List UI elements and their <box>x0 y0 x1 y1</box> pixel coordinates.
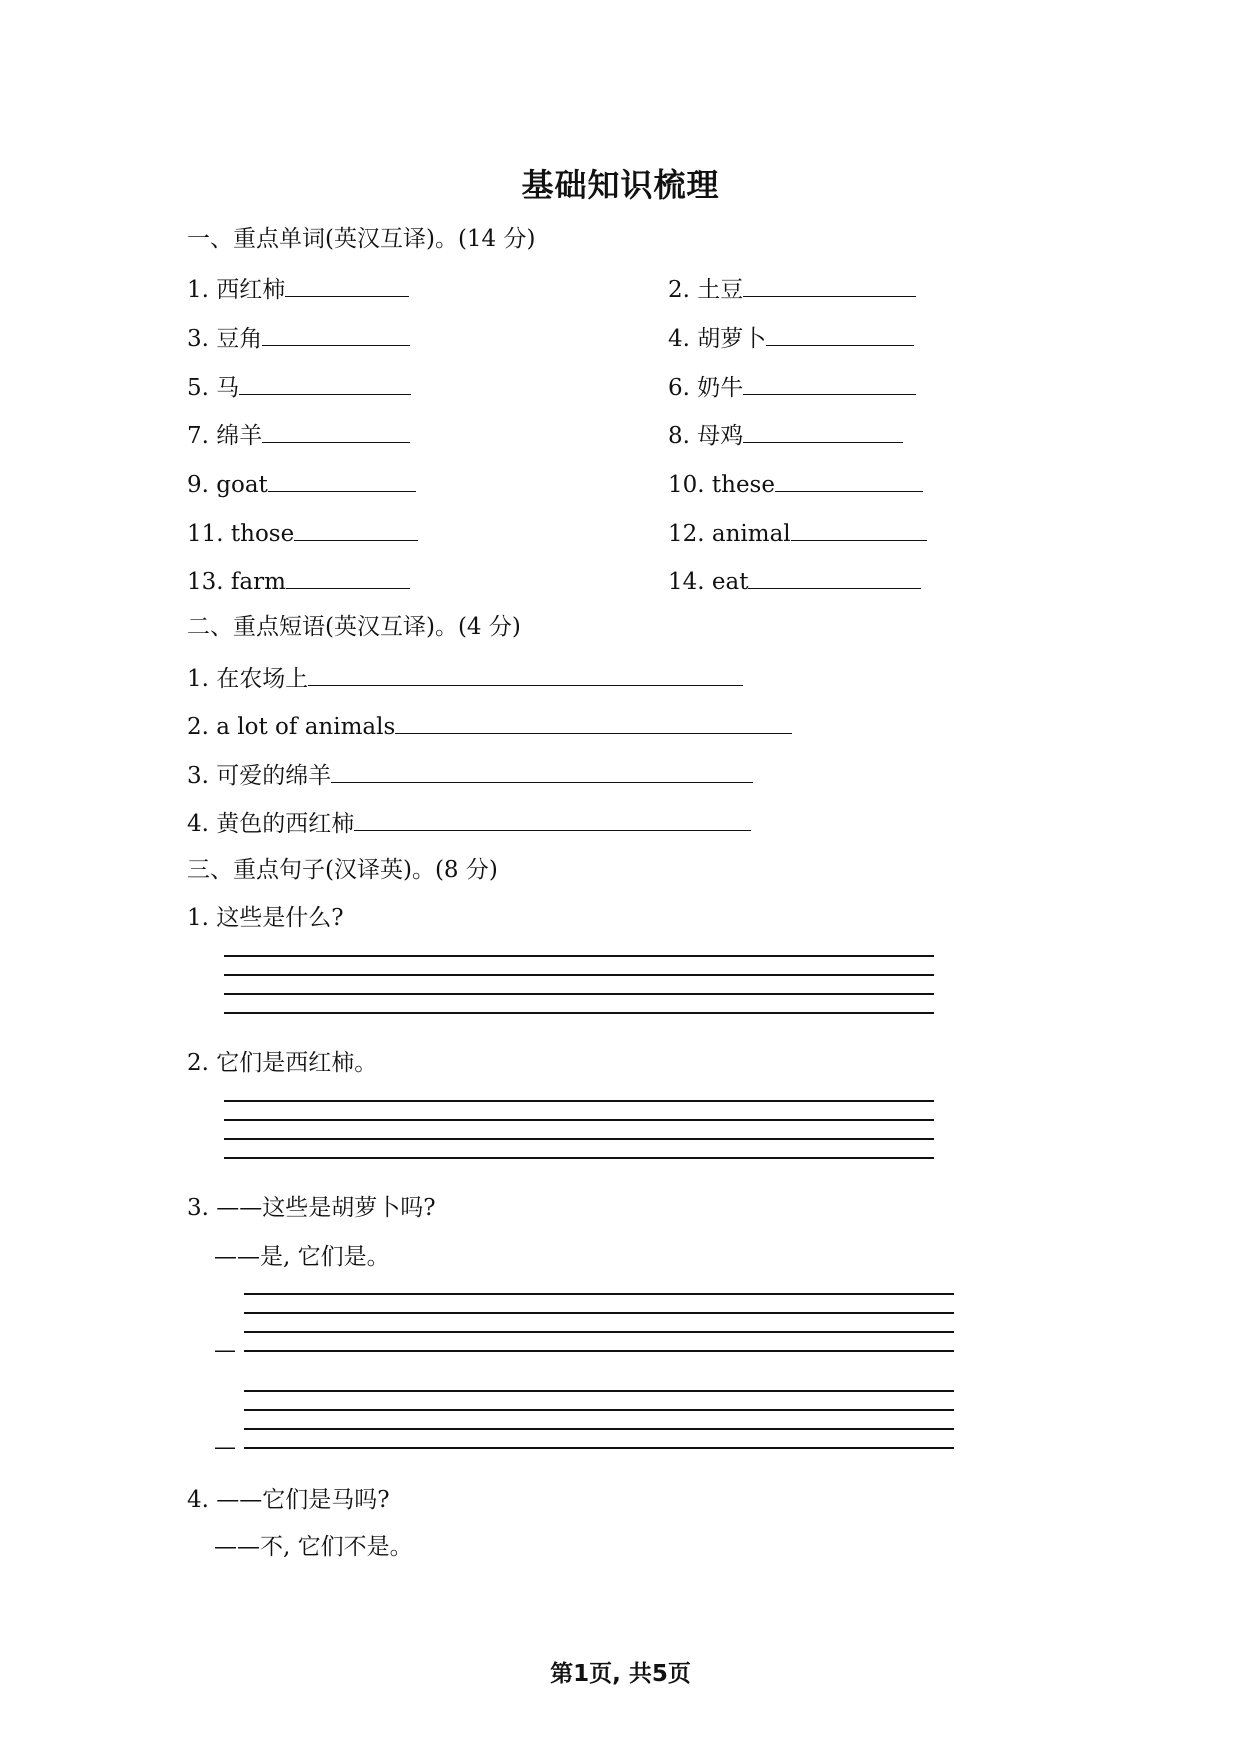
word-item: 8. 母鸡 <box>668 418 903 451</box>
writing-lines[interactable] <box>224 955 934 1015</box>
writing-lines[interactable] <box>244 1293 954 1353</box>
answer-blank[interactable] <box>748 564 921 589</box>
sentence-answer-prompt: ——不, 它们不是。 <box>214 1534 413 1560</box>
phrase-item: 3. 可爱的绵羊 <box>187 758 753 791</box>
writing-lines[interactable] <box>224 1100 934 1160</box>
word-item: 4. 胡萝卜 <box>668 321 914 354</box>
word-item: 11. those <box>187 516 418 549</box>
page-title: 基础知识梳理 <box>521 166 720 204</box>
word-item: 14. eat <box>668 564 921 597</box>
answer-dash: — <box>214 1435 236 1460</box>
answer-blank[interactable] <box>791 516 927 541</box>
sentence-prompt: 3. ——这些是胡萝卜吗? <box>187 1195 436 1221</box>
word-item: 9. goat <box>187 467 416 500</box>
sentence-answer-prompt: ——是, 它们是。 <box>214 1244 390 1270</box>
answer-blank[interactable] <box>286 564 410 589</box>
phrase-item: 2. a lot of animals <box>187 709 792 742</box>
answer-blank[interactable] <box>743 370 916 395</box>
answer-blank[interactable] <box>743 418 903 443</box>
word-item: 2. 土豆 <box>668 272 916 305</box>
section-heading-sentences: 三、重点句子(汉译英)。(8 分) <box>187 857 498 883</box>
answer-blank[interactable] <box>743 272 916 297</box>
word-item: 7. 绵羊 <box>187 418 410 451</box>
answer-dash: — <box>214 1338 236 1363</box>
word-item: 5. 马 <box>187 370 411 403</box>
answer-blank[interactable] <box>262 418 410 443</box>
answer-blank[interactable] <box>294 516 418 541</box>
word-item: 1. 西红柿 <box>187 272 409 305</box>
sentence-prompt: 4. ——它们是马吗? <box>187 1487 390 1513</box>
answer-blank[interactable] <box>354 806 751 831</box>
answer-blank[interactable] <box>239 370 411 395</box>
answer-blank[interactable] <box>775 467 923 492</box>
word-item: 13. farm <box>187 564 410 597</box>
answer-blank[interactable] <box>268 467 416 492</box>
answer-blank[interactable] <box>331 758 753 783</box>
section-heading-phrases: 二、重点短语(英汉互译)。(4 分) <box>187 614 521 640</box>
answer-blank[interactable] <box>262 321 410 346</box>
page-footer: 第1页, 共5页 <box>550 1661 691 1687</box>
writing-lines[interactable] <box>244 1390 954 1450</box>
phrase-item: 4. 黄色的西红柿 <box>187 806 751 839</box>
sentence-prompt: 1. 这些是什么? <box>187 905 344 931</box>
word-item: 10. these <box>668 467 923 500</box>
answer-blank[interactable] <box>766 321 914 346</box>
phrase-item: 1. 在农场上 <box>187 661 743 694</box>
word-item: 12. animal <box>668 516 927 549</box>
answer-blank[interactable] <box>395 709 792 734</box>
sentence-prompt: 2. 它们是西红柿。 <box>187 1050 378 1076</box>
answer-blank[interactable] <box>285 272 409 297</box>
answer-blank[interactable] <box>308 661 743 686</box>
word-item: 3. 豆角 <box>187 321 410 354</box>
word-item: 6. 奶牛 <box>668 370 916 403</box>
section-heading-words: 一、重点单词(英汉互译)。(14 分) <box>187 226 536 252</box>
